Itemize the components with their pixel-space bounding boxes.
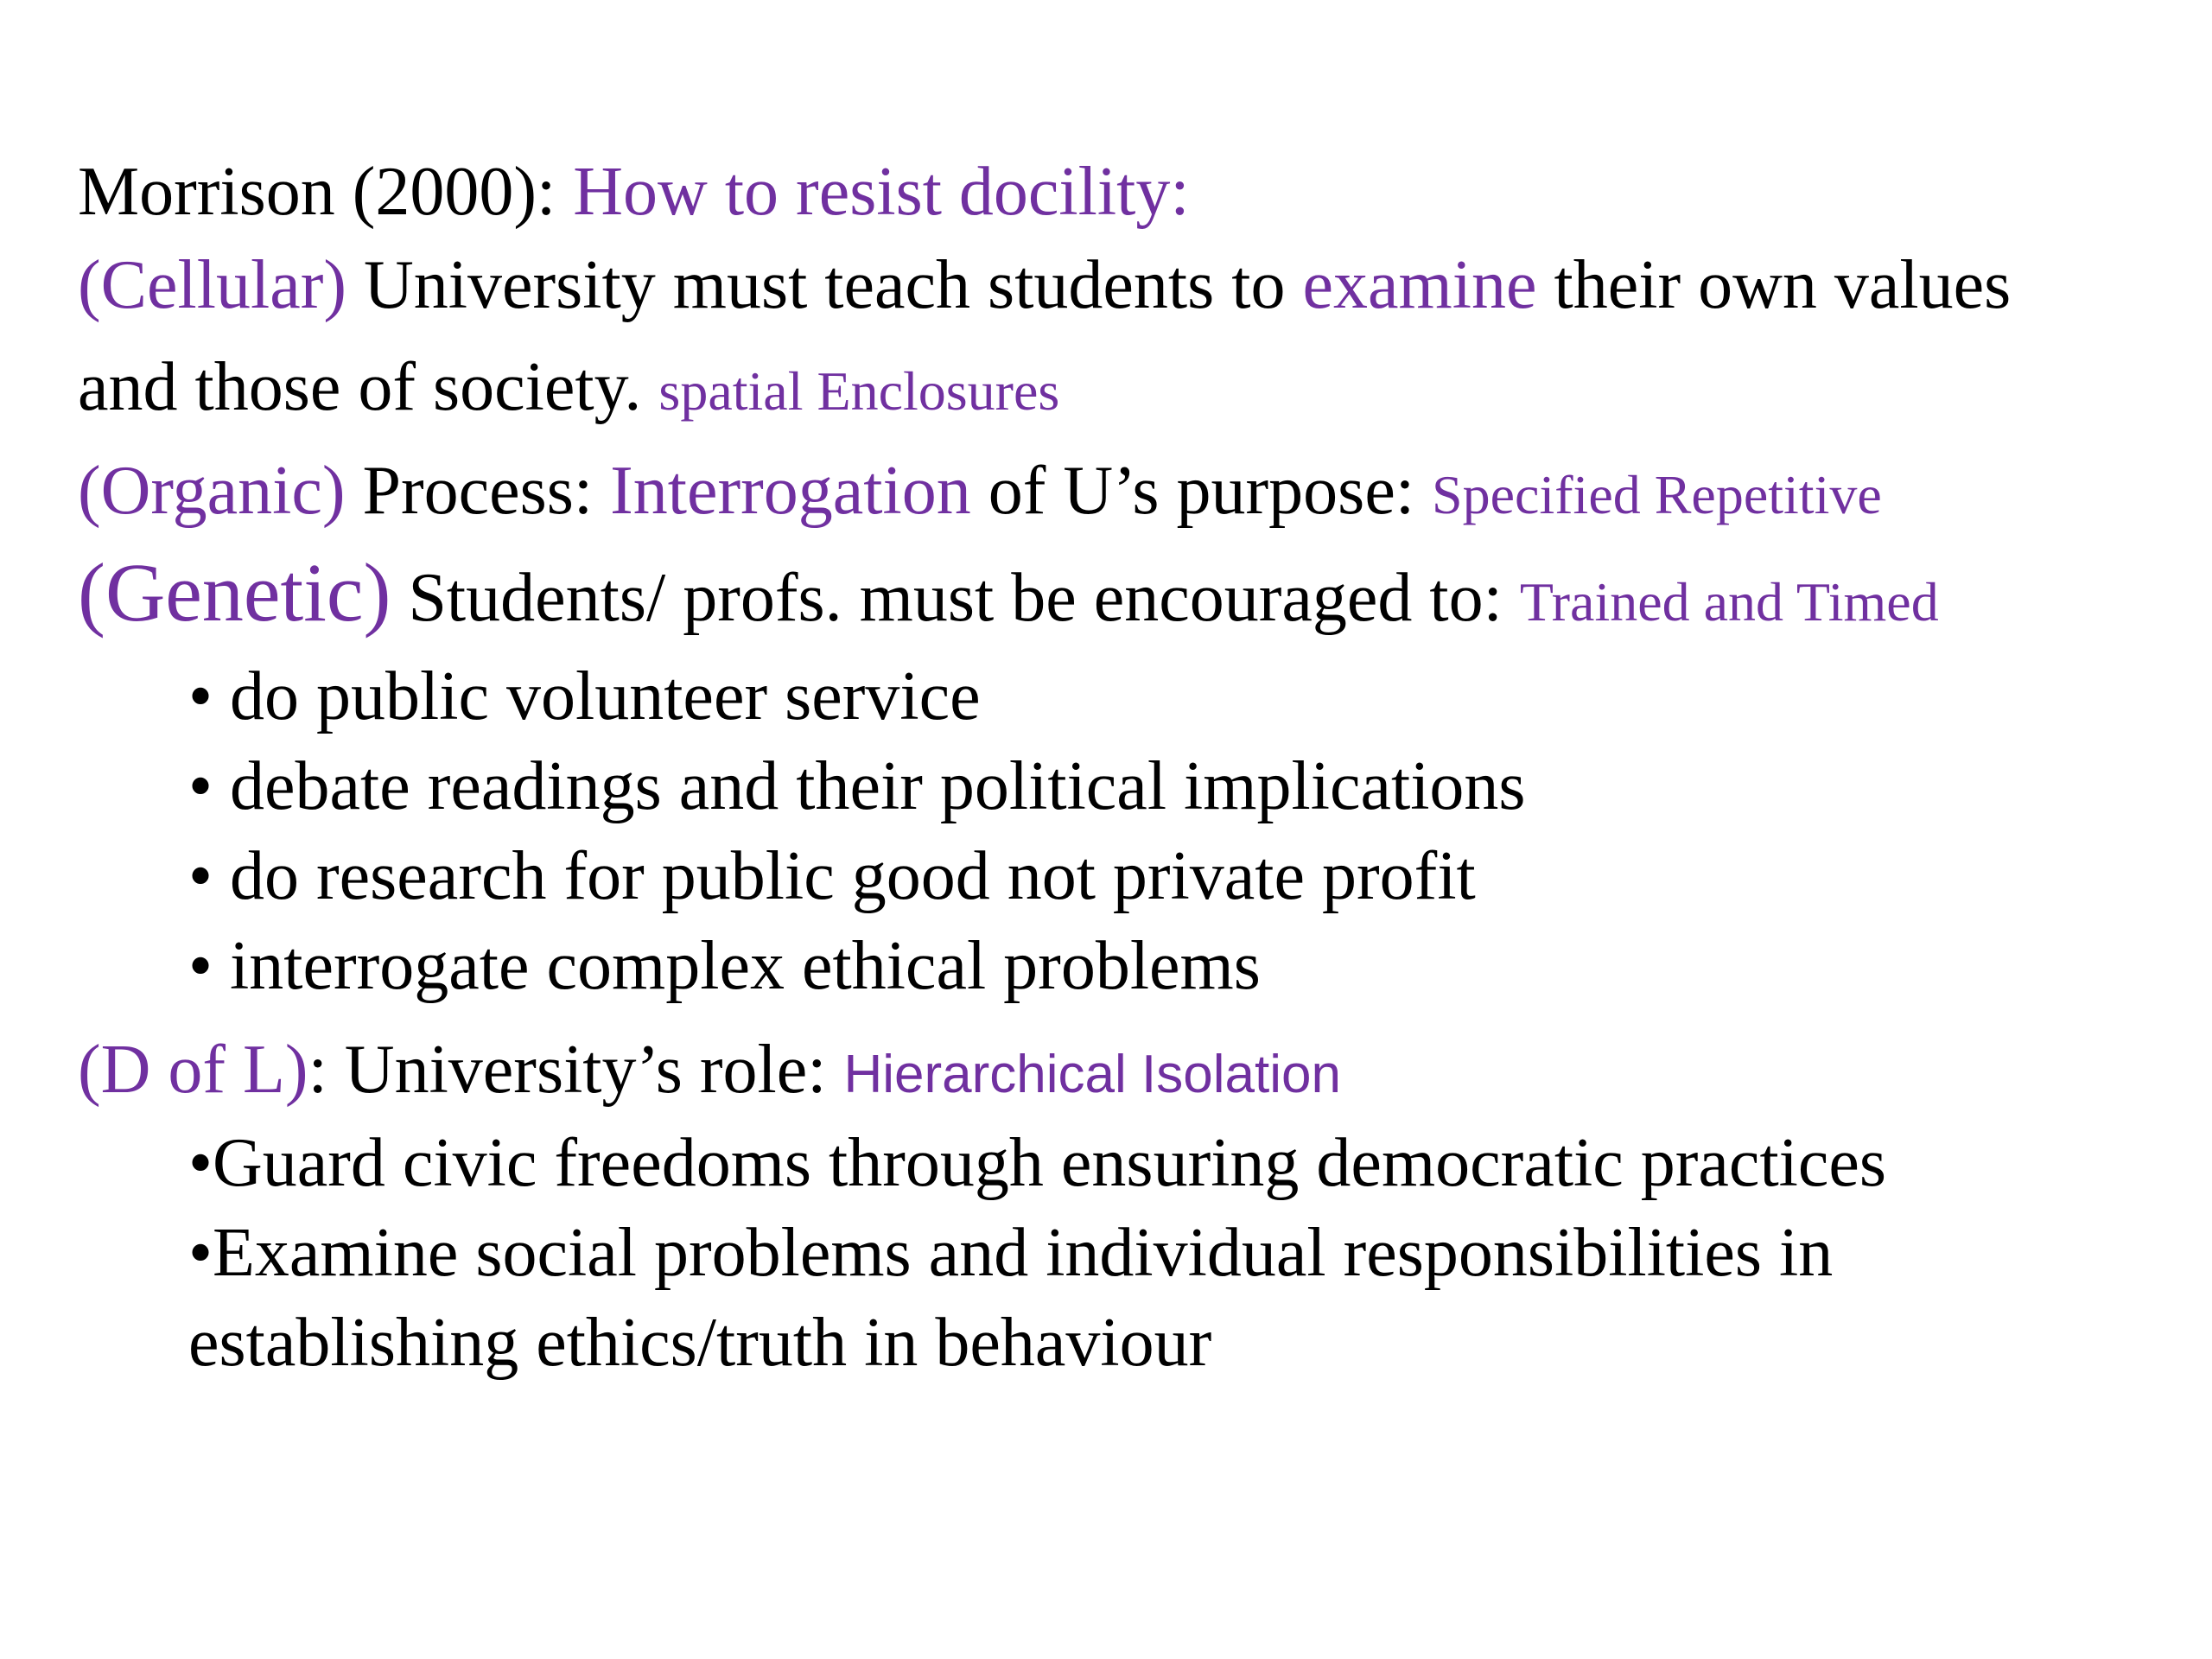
list-item-text: do research for public good not private profit — [230, 838, 1476, 914]
list-item — [188, 923, 1261, 1009]
list-item — [188, 1210, 1833, 1296]
organic-tag: (Organic) — [78, 453, 346, 529]
cellular-note: spatial Enclosures — [658, 360, 1060, 422]
genetic-note: Trained and Timed — [1519, 571, 1939, 632]
organic-text-a: Process: — [345, 453, 611, 529]
list-item-text: interrogate complex ethical problems — [230, 928, 1261, 1004]
genetic-text-a: Students/ profs. must be encouraged to: — [391, 560, 1520, 636]
list-item — [188, 743, 1526, 830]
organic-text-b: of U’s purpose: — [970, 453, 1433, 529]
bullet-icon: • — [188, 838, 213, 914]
bullet-icon: • — [188, 658, 213, 734]
dofl-note: Hierarchical Isolation — [843, 1045, 1341, 1104]
cellular-keyword: examine — [1302, 247, 1537, 323]
heading-author: Morrison (2000): — [78, 154, 574, 230]
bullet-icon: • — [188, 928, 213, 1004]
organic-keyword: Interrogation — [610, 453, 971, 529]
cellular-line-1 — [78, 242, 2011, 328]
organic-line — [78, 448, 1882, 538]
dofl-text-a: : University’s role: — [308, 1032, 844, 1108]
list-item-continuation — [188, 1300, 1211, 1386]
dofl-line — [78, 1027, 1341, 1118]
list-item — [188, 833, 1476, 919]
cellular-text-c: and those of society. — [78, 349, 659, 425]
list-item-text: •Examine social problems and individual responsibilities in — [188, 1215, 1834, 1291]
cellular-text-a: University must teach students to — [346, 247, 1303, 323]
dofl-tag: (D of L) — [78, 1032, 308, 1108]
heading-line — [78, 149, 1190, 235]
bullet-icon: • — [188, 748, 213, 824]
genetic-tag: (Genetic) — [78, 546, 391, 639]
cellular-text-b: their own values — [1536, 247, 2012, 323]
cellular-line-2 — [78, 344, 1059, 435]
organic-note: Specified Repetitive — [1432, 464, 1882, 525]
list-item-text: establishing ethics/truth in behaviour — [188, 1305, 1212, 1381]
genetic-line — [78, 546, 1939, 645]
list-item — [188, 653, 981, 740]
heading-topic: How to resist docility: — [573, 154, 1190, 230]
list-item — [188, 1120, 1886, 1206]
list-item-text: debate readings and their political implications — [230, 748, 1526, 824]
cellular-tag: (Cellular) — [78, 247, 346, 323]
list-item-text: •Guard civic freedoms through ensuring democratic practices — [188, 1125, 1887, 1201]
list-item-text: do public volunteer service — [230, 658, 981, 734]
